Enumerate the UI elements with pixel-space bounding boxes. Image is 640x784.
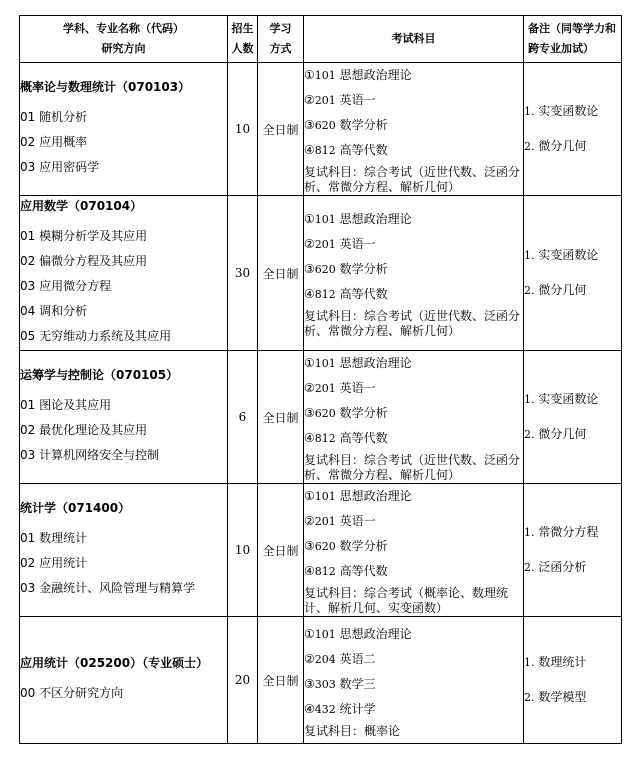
exam-subject: [304, 282, 523, 307]
remark-text: 微分几何: [538, 139, 587, 153]
remark-number: 1.: [524, 393, 535, 406]
remark-item: [524, 382, 621, 417]
study-mode: 全日制: [258, 617, 304, 744]
exam-code: 201: [314, 515, 336, 528]
exam-index-mark: ④: [304, 431, 315, 445]
exam-subject: [304, 534, 523, 559]
header-subject-line1: 学科、专业名称（代码）: [63, 22, 184, 35]
exam-index-mark: ③: [304, 406, 315, 420]
exam-index-mark: ②: [304, 381, 315, 395]
research-direction: 01 随机分析: [20, 109, 88, 124]
exam-subject: [304, 426, 523, 451]
exam-code: 201: [314, 382, 336, 395]
exam-code: 812: [314, 565, 336, 578]
exam-index-mark: ④: [304, 701, 315, 716]
remark-text: 实变函数论: [538, 248, 599, 262]
remark-number: 2.: [524, 561, 535, 574]
exam-name: 思想政治理论: [339, 489, 412, 503]
exam-name: 数学分析: [339, 118, 388, 132]
remark-text: 常微分方程: [538, 525, 599, 539]
remark-number: 1.: [524, 249, 535, 262]
retest-subjects: 复试科目：综合考试（概率论、数理统计、解析几何、实变函数）: [304, 586, 509, 615]
exam-code: 101: [314, 213, 336, 226]
research-direction: 03 应用微分方程: [20, 278, 112, 293]
research-direction: 01 模糊分析学及其应用: [20, 228, 148, 243]
exam-subjects-cell: [304, 196, 524, 351]
exam-subject: [304, 647, 523, 672]
exam-subject: [304, 672, 523, 697]
exam-code: 303: [314, 677, 336, 691]
exam-subjects-cell: [304, 484, 524, 617]
program-row: [20, 63, 622, 196]
remark-number: 2.: [524, 428, 535, 441]
exam-name: 英语二: [339, 651, 376, 666]
exam-index-mark: ①: [304, 212, 315, 226]
exam-subject: [304, 622, 523, 647]
exam-index-mark: ③: [304, 539, 315, 553]
header-row: [20, 16, 622, 63]
exam-subjects-cell: [304, 351, 524, 484]
remark-item: [524, 417, 621, 452]
header-remarks-line1: 备注（同等学力和: [528, 22, 616, 35]
program-name: 应用统计（025200）（专业硕士）: [20, 655, 209, 670]
remark-number: 1.: [524, 526, 535, 539]
remark-text: 实变函数论: [538, 392, 599, 406]
research-direction: 02 最优化理论及其应用: [20, 422, 148, 437]
exam-name: 数学分析: [339, 539, 388, 553]
remark-text: 微分几何: [538, 427, 587, 441]
exam-code: 812: [314, 144, 336, 157]
exam-name: 英语一: [339, 381, 376, 395]
exam-index-mark: ②: [304, 93, 315, 107]
remarks-cell: [524, 196, 622, 351]
exam-name: 高等代数: [339, 564, 388, 578]
study-mode: 全日制: [258, 484, 304, 617]
remark-text: 泛函分析: [538, 560, 587, 574]
retest-subjects: 复试科目：综合考试（近世代数、泛函分析、常微分方程、解析几何）: [304, 453, 521, 482]
exam-name: 数学三: [339, 676, 376, 691]
header-mode-line2: 方式: [269, 42, 292, 55]
remarks-cell: [524, 351, 622, 484]
exam-index-mark: ③: [304, 118, 315, 132]
exam-code: 101: [314, 627, 336, 641]
exam-subject: [304, 257, 523, 282]
exam-name: 英语一: [339, 93, 376, 107]
remark-item: [524, 238, 621, 273]
research-direction: 02 应用概率: [20, 134, 88, 149]
remark-item: [524, 645, 621, 680]
remark-item: [524, 680, 621, 715]
exam-name: 英语一: [339, 237, 376, 251]
exam-name: 高等代数: [339, 431, 388, 445]
exam-subject: [304, 559, 523, 584]
program-name: 应用数学（070104）: [20, 198, 143, 213]
remark-item: [524, 129, 621, 164]
exam-name: 英语一: [339, 514, 376, 528]
research-direction: 05 无穷维动力系统及其应用: [20, 328, 172, 343]
exam-index-mark: ①: [304, 626, 315, 641]
exam-code: 201: [314, 238, 336, 251]
exam-index-mark: ③: [304, 262, 315, 276]
header-count: [228, 16, 258, 63]
research-direction: 02 应用统计: [20, 555, 88, 570]
exam-subjects-cell: [304, 63, 524, 196]
header-subject: [20, 16, 228, 63]
research-direction: 04 调和分析: [20, 303, 88, 318]
exam-code: 812: [314, 288, 336, 301]
exam-name: 数学分析: [339, 262, 388, 276]
header-mode: [258, 16, 304, 63]
program-subject-cell: [20, 617, 228, 744]
exam-name: 统计学: [339, 701, 376, 716]
exam-subjects-cell: [304, 617, 524, 744]
exam-index-mark: ②: [304, 514, 315, 528]
exam-code: 101: [314, 357, 336, 370]
header-subject-line2: 研究方向: [101, 42, 146, 55]
exam-subject: [304, 207, 523, 232]
study-mode: 全日制: [258, 351, 304, 484]
program-row: [20, 351, 622, 484]
study-mode: 全日制: [258, 63, 304, 196]
exam-name: 思想政治理论: [339, 626, 412, 641]
remark-text: 微分几何: [538, 283, 587, 297]
exam-index-mark: ①: [304, 356, 315, 370]
exam-code: 101: [314, 69, 336, 82]
exam-name: 思想政治理论: [339, 68, 412, 82]
retest-subjects: 复试科目：概率论: [304, 723, 401, 738]
remark-number: 1.: [524, 105, 535, 118]
exam-index-mark: ②: [304, 237, 315, 251]
program-subject-cell: [20, 196, 228, 351]
exam-index-mark: ④: [304, 143, 315, 157]
enrollment-count: 6: [228, 351, 258, 484]
exam-subject: [304, 376, 523, 401]
header-count-line1: 招生: [231, 22, 254, 35]
research-direction: 03 应用密码学: [20, 159, 100, 174]
remarks-cell: [524, 484, 622, 617]
remark-number: 2.: [524, 691, 535, 704]
exam-subject: [304, 484, 523, 509]
remark-item: [524, 515, 621, 550]
exam-subject: [304, 63, 523, 88]
exam-subject: [304, 697, 523, 722]
exam-name: 高等代数: [339, 287, 388, 301]
admission-table: [19, 15, 622, 744]
exam-code: 204: [314, 652, 336, 666]
header-exams: 考试科目: [304, 16, 524, 63]
research-direction: 03 计算机网络安全与控制: [20, 447, 160, 462]
retest-subjects: 复试科目：综合考试（近世代数、泛函分析、常微分方程、解析几何）: [304, 309, 521, 338]
program-subject-cell: [20, 351, 228, 484]
exam-name: 高等代数: [339, 143, 388, 157]
remark-item: [524, 94, 621, 129]
remark-item: [524, 273, 621, 308]
exam-code: 620: [314, 119, 336, 132]
remark-number: 2.: [524, 140, 535, 153]
exam-index-mark: ④: [304, 287, 315, 301]
exam-code: 620: [314, 407, 336, 420]
program-name: 概率论与数理统计（070103）: [20, 79, 191, 94]
program-row: [20, 484, 622, 617]
program-row: [20, 196, 622, 351]
research-direction: 00 不区分研究方向: [20, 685, 124, 700]
exam-code: 201: [314, 94, 336, 107]
program-rows: [20, 63, 622, 744]
remark-number: 2.: [524, 284, 535, 297]
program-subject-cell: [20, 484, 228, 617]
header-mode-line1: 学习: [269, 22, 292, 35]
exam-code: 812: [314, 432, 336, 445]
enrollment-count: 10: [228, 484, 258, 617]
study-mode: 全日制: [258, 196, 304, 351]
exam-index-mark: ④: [304, 564, 315, 578]
remarks-cell: [524, 617, 622, 744]
exam-index-mark: ①: [304, 68, 315, 82]
enrollment-count: 20: [228, 617, 258, 744]
research-direction: 03 金融统计、风险管理与精算学: [20, 580, 196, 595]
exam-subject: [304, 351, 523, 376]
retest-subjects: 复试科目：综合考试（近世代数、泛函分析、常微分方程、解析几何）: [304, 165, 521, 194]
exam-subject: [304, 232, 523, 257]
enrollment-count: 10: [228, 63, 258, 196]
remark-text: 数理统计: [538, 655, 587, 669]
program-subject-cell: [20, 63, 228, 196]
exam-name: 思想政治理论: [339, 212, 412, 226]
remarks-cell: [524, 63, 622, 196]
enrollment-count: 30: [228, 196, 258, 351]
research-direction: 02 偏微分方程及其应用: [20, 253, 148, 268]
remark-item: [524, 550, 621, 585]
research-direction: 01 图论及其应用: [20, 397, 112, 412]
exam-name: 数学分析: [339, 406, 388, 420]
exam-index-mark: ③: [304, 676, 315, 691]
program-name: 统计学（071400）: [20, 500, 131, 515]
header-count-line2: 人数: [231, 42, 254, 55]
exam-subject: [304, 138, 523, 163]
exam-subject: [304, 401, 523, 426]
exam-index-mark: ①: [304, 489, 315, 503]
remark-text: 数学模型: [538, 690, 587, 704]
exam-name: 思想政治理论: [339, 356, 412, 370]
exam-code: 620: [314, 263, 336, 276]
program-name: 运筹学与控制论（070105）: [20, 367, 179, 382]
header-remarks-line2: 跨专业加试）: [528, 42, 594, 55]
remark-number: 1.: [524, 656, 535, 669]
program-row: [20, 617, 622, 744]
remark-text: 实变函数论: [538, 104, 599, 118]
exam-code: 432: [314, 702, 336, 716]
exam-index-mark: ②: [304, 651, 315, 666]
header-remarks: [524, 16, 622, 63]
exam-subject: [304, 509, 523, 534]
exam-subject: [304, 113, 523, 138]
research-direction: 01 数理统计: [20, 530, 88, 545]
exam-code: 620: [314, 540, 336, 553]
exam-subject: [304, 88, 523, 113]
exam-code: 101: [314, 490, 336, 503]
